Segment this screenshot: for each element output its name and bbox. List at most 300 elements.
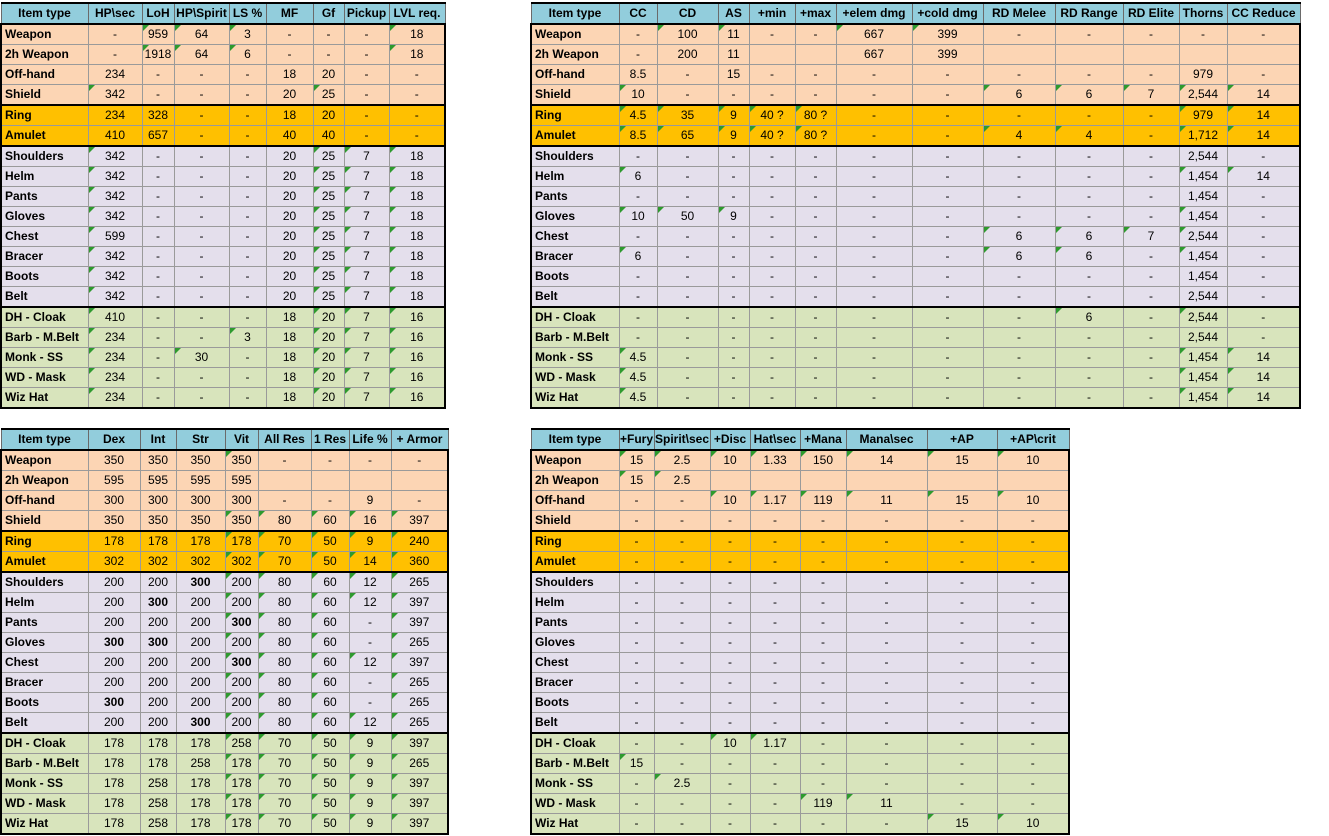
cell-cd[interactable]: - [657, 227, 718, 247]
cell-hp-spirit[interactable]: 64 [174, 24, 229, 45]
cell-loh[interactable]: - [142, 146, 174, 167]
cell-elem-dmg[interactable]: - [836, 85, 912, 106]
column-header-int[interactable]: Int [140, 429, 176, 450]
cell-mf[interactable]: 18 [266, 348, 313, 368]
cell-elem-dmg[interactable]: - [836, 348, 912, 368]
column-header-item-type[interactable]: Item type [1, 3, 88, 24]
cell-cold-dmg[interactable]: - [912, 267, 983, 287]
cell-rd-elite[interactable]: - [1123, 307, 1179, 328]
cell-gf[interactable]: 20 [313, 368, 344, 388]
item-type-cell[interactable]: 2h Weapon [531, 471, 619, 491]
cell-1-res[interactable]: 60 [311, 713, 349, 734]
cell-thorns[interactable]: 1,454 [1179, 207, 1227, 227]
column-header-all-res[interactable]: All Res [258, 429, 311, 450]
cell-as[interactable]: 9 [718, 207, 749, 227]
cell-cd[interactable]: 35 [657, 105, 718, 126]
cell-armor[interactable] [391, 471, 448, 491]
cell-pickup[interactable]: - [344, 24, 389, 45]
cell-min[interactable]: 40 ? [749, 105, 795, 126]
cell-min[interactable]: - [749, 267, 795, 287]
cell-disc[interactable]: - [710, 774, 750, 794]
column-header-min[interactable]: +min [749, 3, 795, 24]
cell-str[interactable]: 300 [176, 713, 225, 734]
cell-max[interactable]: 80 ? [795, 126, 836, 147]
cell-lvl-req[interactable]: 18 [389, 187, 445, 207]
cell-gf[interactable]: 25 [313, 267, 344, 287]
cell-dex[interactable]: 178 [88, 774, 140, 794]
cell-rd-elite[interactable]: - [1123, 348, 1179, 368]
cell-gf[interactable]: 20 [313, 388, 344, 409]
cell-fury[interactable]: - [619, 673, 654, 693]
column-header-ls[interactable]: LS % [229, 3, 266, 24]
cell-hp-sec[interactable]: 342 [88, 187, 142, 207]
cell-rd-elite[interactable]: - [1123, 267, 1179, 287]
cell-loh[interactable]: - [142, 187, 174, 207]
cell-mana-sec[interactable]: - [846, 774, 927, 794]
cell-hp-spirit[interactable]: - [174, 126, 229, 147]
cell-mana[interactable]: - [800, 633, 846, 653]
cell-all-res[interactable]: 80 [258, 713, 311, 734]
cell-ls[interactable]: - [229, 146, 266, 167]
cell-mana-sec[interactable]: - [846, 713, 927, 734]
cell-elem-dmg[interactable]: - [836, 105, 912, 126]
cell-hat-sec[interactable]: - [750, 633, 800, 653]
cell-int[interactable]: 595 [140, 471, 176, 491]
cell-mf[interactable]: 18 [266, 307, 313, 328]
cell-mana-sec[interactable]: - [846, 693, 927, 713]
cell-elem-dmg[interactable]: 667 [836, 45, 912, 65]
cell-cold-dmg[interactable]: - [912, 227, 983, 247]
cell-elem-dmg[interactable]: - [836, 187, 912, 207]
cell-int[interactable]: 300 [140, 633, 176, 653]
item-type-cell[interactable]: Helm [1, 167, 88, 187]
cell-lvl-req[interactable]: 16 [389, 388, 445, 409]
cell-spirit-sec[interactable]: 2.5 [654, 450, 710, 471]
cell-loh[interactable]: - [142, 267, 174, 287]
cell-ap[interactable]: 15 [927, 491, 997, 511]
cell-vit[interactable]: 300 [225, 491, 258, 511]
cell-1-res[interactable]: 50 [311, 774, 349, 794]
item-type-cell[interactable]: Pants [1, 187, 88, 207]
cell-hp-sec[interactable]: 599 [88, 227, 142, 247]
cell-gf[interactable]: 25 [313, 247, 344, 267]
cell-vit[interactable]: 300 [225, 653, 258, 673]
cell-as[interactable]: - [718, 167, 749, 187]
cell-pickup[interactable]: 7 [344, 247, 389, 267]
cell-all-res[interactable]: 70 [258, 754, 311, 774]
cell-max[interactable]: - [795, 267, 836, 287]
cell-mf[interactable]: 20 [266, 85, 313, 106]
cell-ap[interactable]: - [927, 653, 997, 673]
cell-rd-range[interactable]: 6 [1055, 247, 1123, 267]
cell-max[interactable]: - [795, 65, 836, 85]
cell-min[interactable]: - [749, 167, 795, 187]
column-header-dex[interactable]: Dex [88, 429, 140, 450]
cell-cc[interactable]: 4.5 [619, 368, 657, 388]
cell-loh[interactable]: 328 [142, 105, 174, 126]
item-type-cell[interactable]: Chest [1, 653, 88, 673]
cell-as[interactable]: - [718, 146, 749, 167]
column-header-mana-sec[interactable]: Mana\sec [846, 429, 927, 450]
cell-mana[interactable]: - [800, 613, 846, 633]
cell-loh[interactable]: - [142, 287, 174, 308]
cell-rd-melee[interactable]: - [983, 146, 1055, 167]
cell-all-res[interactable]: 80 [258, 693, 311, 713]
cell-cc-reduce[interactable]: - [1227, 24, 1300, 45]
cell-dex[interactable]: 200 [88, 653, 140, 673]
cell-min[interactable]: - [749, 207, 795, 227]
cell-spirit-sec[interactable]: - [654, 794, 710, 814]
cell-all-res[interactable]: 70 [258, 814, 311, 835]
column-header-loh[interactable]: LoH [142, 3, 174, 24]
column-header-armor[interactable]: + Armor [391, 429, 448, 450]
cell-hp-sec[interactable]: 234 [88, 65, 142, 85]
item-type-cell[interactable]: Shield [531, 85, 619, 106]
cell-str[interactable]: 178 [176, 774, 225, 794]
cell-ap-crit[interactable]: - [997, 653, 1069, 673]
cell-cold-dmg[interactable]: - [912, 126, 983, 147]
cell-fury[interactable]: 15 [619, 754, 654, 774]
cell-mf[interactable]: 18 [266, 65, 313, 85]
cell-disc[interactable]: - [710, 693, 750, 713]
item-type-cell[interactable]: Amulet [531, 552, 619, 573]
cell-ap-crit[interactable]: - [997, 552, 1069, 573]
cell-cold-dmg[interactable]: - [912, 105, 983, 126]
cell-elem-dmg[interactable]: - [836, 328, 912, 348]
cell-pickup[interactable]: 7 [344, 187, 389, 207]
cell-lvl-req[interactable]: 18 [389, 45, 445, 65]
item-type-cell[interactable]: Helm [531, 167, 619, 187]
cell-mana[interactable]: - [800, 673, 846, 693]
cell-lvl-req[interactable]: 16 [389, 328, 445, 348]
cell-fury[interactable]: - [619, 531, 654, 552]
cell-pickup[interactable]: 7 [344, 328, 389, 348]
cell-gf[interactable]: 25 [313, 187, 344, 207]
column-header-str[interactable]: Str [176, 429, 225, 450]
cell-mf[interactable]: 20 [266, 207, 313, 227]
cell-dex[interactable]: 178 [88, 733, 140, 754]
cell-ap[interactable]: - [927, 531, 997, 552]
cell-cd[interactable]: - [657, 187, 718, 207]
cell-cold-dmg[interactable]: - [912, 287, 983, 308]
cell-spirit-sec[interactable]: 2.5 [654, 774, 710, 794]
column-header-hp-sec[interactable]: HP\sec [88, 3, 142, 24]
cell-1-res[interactable]: 50 [311, 552, 349, 573]
cell-ap-crit[interactable]: - [997, 794, 1069, 814]
cell-ap[interactable]: - [927, 754, 997, 774]
cell-life[interactable]: 9 [349, 491, 391, 511]
cell-cold-dmg[interactable]: - [912, 65, 983, 85]
cell-ap[interactable]: 15 [927, 450, 997, 471]
column-header-pickup[interactable]: Pickup [344, 3, 389, 24]
cell-armor[interactable]: 397 [391, 733, 448, 754]
cell-ap-crit[interactable]: - [997, 733, 1069, 754]
column-header-lvl-req[interactable]: LVL req. [389, 3, 445, 24]
cell-ap[interactable]: - [927, 552, 997, 573]
cell-loh[interactable]: - [142, 328, 174, 348]
item-type-cell[interactable]: Shield [1, 511, 88, 532]
cell-life[interactable]: - [349, 450, 391, 471]
cell-cold-dmg[interactable]: - [912, 167, 983, 187]
item-type-cell[interactable]: Wiz Hat [1, 388, 88, 409]
item-type-cell[interactable]: Barb - M.Belt [1, 754, 88, 774]
cell-as[interactable]: - [718, 247, 749, 267]
cell-gf[interactable]: 25 [313, 207, 344, 227]
cell-mf[interactable]: 18 [266, 368, 313, 388]
cell-gf[interactable]: 20 [313, 65, 344, 85]
item-type-cell[interactable]: Boots [531, 693, 619, 713]
cell-pickup[interactable]: 7 [344, 267, 389, 287]
cell-1-res[interactable]: - [311, 491, 349, 511]
cell-ap-crit[interactable]: - [997, 754, 1069, 774]
cell-loh[interactable]: - [142, 348, 174, 368]
cell-ap-crit[interactable]: - [997, 774, 1069, 794]
cell-hp-sec[interactable]: 342 [88, 146, 142, 167]
cell-as[interactable]: - [718, 368, 749, 388]
cell-lvl-req[interactable]: 18 [389, 24, 445, 45]
cell-cc-reduce[interactable]: 14 [1227, 348, 1300, 368]
cell-lvl-req[interactable]: 16 [389, 307, 445, 328]
cell-str[interactable]: 300 [176, 491, 225, 511]
item-type-cell[interactable]: Bracer [531, 247, 619, 267]
cell-hp-spirit[interactable]: - [174, 167, 229, 187]
cell-mana-sec[interactable]: - [846, 511, 927, 532]
column-header-as[interactable]: AS [718, 3, 749, 24]
cell-cc-reduce[interactable]: 14 [1227, 85, 1300, 106]
column-header-mana[interactable]: +Mana [800, 429, 846, 450]
cell-life[interactable]: - [349, 673, 391, 693]
cell-cc[interactable]: - [619, 287, 657, 308]
cell-armor[interactable]: 397 [391, 613, 448, 633]
item-type-cell[interactable]: Monk - SS [531, 348, 619, 368]
cell-disc[interactable]: - [710, 633, 750, 653]
item-type-cell[interactable]: Wiz Hat [531, 388, 619, 409]
cell-spirit-sec[interactable]: - [654, 673, 710, 693]
cell-min[interactable]: - [749, 287, 795, 308]
cell-thorns[interactable]: 1,712 [1179, 126, 1227, 147]
cell-rd-melee[interactable]: - [983, 267, 1055, 287]
cell-vit[interactable]: 200 [225, 572, 258, 593]
cell-cold-dmg[interactable]: - [912, 328, 983, 348]
cell-armor[interactable]: 397 [391, 794, 448, 814]
cell-rd-melee[interactable] [983, 45, 1055, 65]
cell-life[interactable] [349, 471, 391, 491]
cell-cd[interactable]: - [657, 65, 718, 85]
cell-disc[interactable]: - [710, 511, 750, 532]
cell-lvl-req[interactable]: - [389, 65, 445, 85]
cell-disc[interactable] [710, 471, 750, 491]
cell-int[interactable]: 302 [140, 552, 176, 573]
cell-thorns[interactable]: 1,454 [1179, 348, 1227, 368]
cell-all-res[interactable]: 80 [258, 673, 311, 693]
cell-fury[interactable]: 15 [619, 471, 654, 491]
cell-disc[interactable]: - [710, 572, 750, 593]
cell-rd-range[interactable]: - [1055, 287, 1123, 308]
cell-spirit-sec[interactable]: - [654, 613, 710, 633]
cell-dex[interactable]: 300 [88, 693, 140, 713]
cell-as[interactable]: - [718, 287, 749, 308]
item-type-cell[interactable]: Monk - SS [1, 774, 88, 794]
cell-mana-sec[interactable]: 11 [846, 491, 927, 511]
cell-cd[interactable]: - [657, 85, 718, 106]
cell-mana-sec[interactable]: - [846, 754, 927, 774]
cell-loh[interactable]: 959 [142, 24, 174, 45]
cell-hp-sec[interactable]: 234 [88, 328, 142, 348]
cell-elem-dmg[interactable]: - [836, 227, 912, 247]
cell-pickup[interactable]: 7 [344, 227, 389, 247]
cell-ap-crit[interactable] [997, 471, 1069, 491]
cell-armor[interactable]: 265 [391, 673, 448, 693]
cell-gf[interactable]: 20 [313, 307, 344, 328]
cell-min[interactable]: 40 ? [749, 126, 795, 147]
cell-int[interactable]: 200 [140, 653, 176, 673]
cell-rd-melee[interactable]: - [983, 207, 1055, 227]
cell-elem-dmg[interactable]: - [836, 368, 912, 388]
cell-ls[interactable]: - [229, 65, 266, 85]
cell-fury[interactable]: - [619, 693, 654, 713]
cell-hp-sec[interactable]: 410 [88, 126, 142, 147]
cell-spirit-sec[interactable]: - [654, 491, 710, 511]
cell-hp-sec[interactable]: 342 [88, 167, 142, 187]
cell-max[interactable]: - [795, 227, 836, 247]
cell-hp-spirit[interactable]: - [174, 388, 229, 409]
cell-life[interactable]: 9 [349, 774, 391, 794]
cell-vit[interactable]: 178 [225, 814, 258, 835]
cell-cc-reduce[interactable]: - [1227, 65, 1300, 85]
column-header-ap-crit[interactable]: +AP\crit [997, 429, 1069, 450]
cell-cd[interactable]: - [657, 167, 718, 187]
cell-disc[interactable]: - [710, 653, 750, 673]
cell-max[interactable]: - [795, 146, 836, 167]
cell-int[interactable]: 258 [140, 774, 176, 794]
cell-spirit-sec[interactable]: - [654, 552, 710, 573]
cell-all-res[interactable]: 80 [258, 593, 311, 613]
cell-dex[interactable]: 350 [88, 450, 140, 471]
cell-loh[interactable]: 1918 [142, 45, 174, 65]
column-header-cc[interactable]: CC [619, 3, 657, 24]
cell-rd-melee[interactable]: - [983, 105, 1055, 126]
cell-thorns[interactable]: 2,544 [1179, 85, 1227, 106]
cell-int[interactable]: 350 [140, 450, 176, 471]
cell-mana-sec[interactable]: - [846, 531, 927, 552]
item-type-cell[interactable]: Barb - M.Belt [531, 328, 619, 348]
cell-armor[interactable]: 265 [391, 754, 448, 774]
cell-mana-sec[interactable]: 14 [846, 450, 927, 471]
cell-rd-elite[interactable]: - [1123, 187, 1179, 207]
cell-cc-reduce[interactable]: - [1227, 207, 1300, 227]
cell-hp-spirit[interactable]: - [174, 247, 229, 267]
cell-rd-melee[interactable]: - [983, 65, 1055, 85]
item-type-cell[interactable]: Shield [531, 511, 619, 532]
cell-int[interactable]: 258 [140, 814, 176, 835]
cell-cc-reduce[interactable]: - [1227, 287, 1300, 308]
cell-min[interactable]: - [749, 348, 795, 368]
cell-mf[interactable]: 20 [266, 247, 313, 267]
item-type-cell[interactable]: Gloves [531, 633, 619, 653]
cell-mf[interactable]: 20 [266, 146, 313, 167]
cell-cc-reduce[interactable]: 14 [1227, 388, 1300, 409]
cell-thorns[interactable]: 1,454 [1179, 247, 1227, 267]
cell-rd-range[interactable]: - [1055, 348, 1123, 368]
cell-ap-crit[interactable]: - [997, 693, 1069, 713]
item-type-cell[interactable]: Belt [1, 287, 88, 308]
cell-str[interactable]: 302 [176, 552, 225, 573]
cell-gf[interactable]: 25 [313, 146, 344, 167]
cell-cc-reduce[interactable]: - [1227, 328, 1300, 348]
cell-hp-spirit[interactable]: - [174, 328, 229, 348]
cell-max[interactable]: 80 ? [795, 105, 836, 126]
cell-hp-spirit[interactable]: - [174, 65, 229, 85]
cell-str[interactable]: 178 [176, 531, 225, 552]
cell-cc[interactable]: - [619, 45, 657, 65]
cell-ls[interactable]: - [229, 388, 266, 409]
cell-hp-spirit[interactable]: - [174, 207, 229, 227]
cell-int[interactable]: 200 [140, 693, 176, 713]
cell-spirit-sec[interactable]: - [654, 572, 710, 593]
cell-hp-spirit[interactable]: - [174, 267, 229, 287]
item-type-cell[interactable]: Helm [1, 593, 88, 613]
cell-hat-sec[interactable]: - [750, 593, 800, 613]
cell-int[interactable]: 200 [140, 613, 176, 633]
cell-cd[interactable]: 100 [657, 24, 718, 45]
cell-pickup[interactable]: - [344, 105, 389, 126]
item-type-cell[interactable]: WD - Mask [1, 794, 88, 814]
cell-1-res[interactable]: 60 [311, 653, 349, 673]
cell-mf[interactable]: 18 [266, 388, 313, 409]
cell-armor[interactable]: 397 [391, 511, 448, 532]
cell-str[interactable]: 200 [176, 613, 225, 633]
item-type-cell[interactable]: DH - Cloak [531, 733, 619, 754]
cell-disc[interactable]: - [710, 673, 750, 693]
item-type-cell[interactable]: Weapon [531, 24, 619, 45]
cell-fury[interactable]: - [619, 552, 654, 573]
cell-armor[interactable]: 265 [391, 572, 448, 593]
cell-min[interactable]: - [749, 146, 795, 167]
cell-life[interactable]: 9 [349, 794, 391, 814]
cell-cc-reduce[interactable]: 14 [1227, 126, 1300, 147]
cell-thorns[interactable]: 2,544 [1179, 287, 1227, 308]
cell-spirit-sec[interactable]: - [654, 814, 710, 835]
cell-lvl-req[interactable]: 16 [389, 368, 445, 388]
cell-str[interactable]: 258 [176, 754, 225, 774]
cell-hat-sec[interactable]: - [750, 814, 800, 835]
cell-mana-sec[interactable] [846, 471, 927, 491]
cell-cc[interactable]: 8.5 [619, 65, 657, 85]
cell-int[interactable]: 258 [140, 794, 176, 814]
cell-hp-sec[interactable]: 410 [88, 307, 142, 328]
cell-disc[interactable]: - [710, 593, 750, 613]
cell-elem-dmg[interactable]: - [836, 207, 912, 227]
cell-min[interactable]: - [749, 247, 795, 267]
cell-cold-dmg[interactable]: - [912, 207, 983, 227]
cell-lvl-req[interactable]: 18 [389, 167, 445, 187]
cell-lvl-req[interactable]: - [389, 126, 445, 147]
cell-hat-sec[interactable]: - [750, 613, 800, 633]
cell-cold-dmg[interactable]: - [912, 388, 983, 409]
cell-ap[interactable]: - [927, 774, 997, 794]
item-type-cell[interactable]: Boots [1, 267, 88, 287]
cell-mana[interactable] [800, 471, 846, 491]
cell-as[interactable]: - [718, 85, 749, 106]
cell-min[interactable]: - [749, 388, 795, 409]
cell-pickup[interactable]: 7 [344, 307, 389, 328]
cell-1-res[interactable]: 60 [311, 572, 349, 593]
item-type-cell[interactable]: 2h Weapon [1, 45, 88, 65]
cell-str[interactable]: 200 [176, 593, 225, 613]
cell-rd-elite[interactable] [1123, 45, 1179, 65]
cell-hp-sec[interactable]: 342 [88, 85, 142, 106]
cell-elem-dmg[interactable]: - [836, 287, 912, 308]
